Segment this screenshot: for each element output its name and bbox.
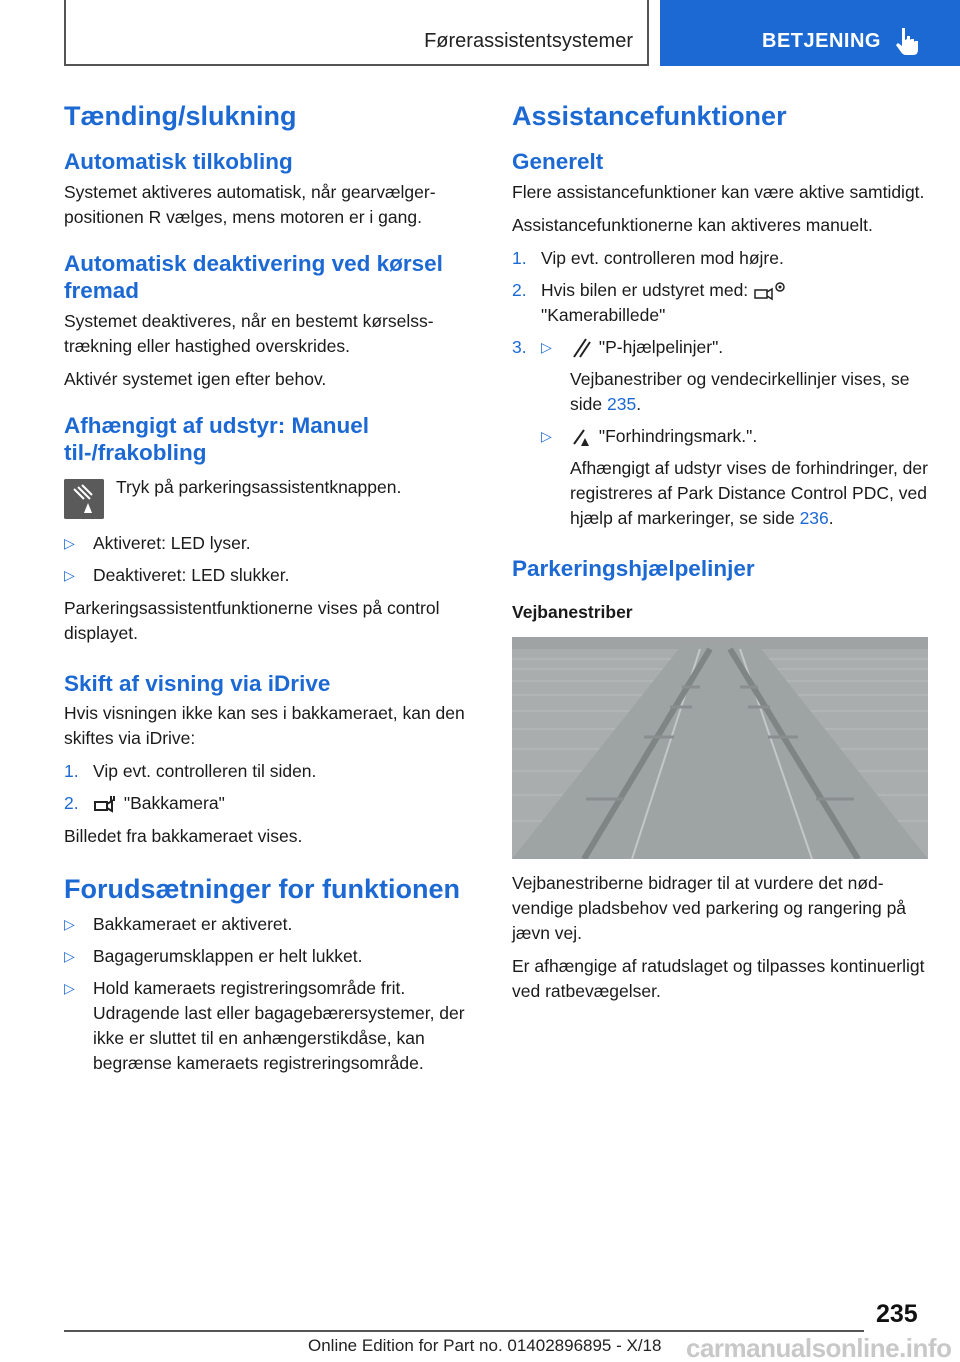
header-section-title: Førerassistentsystemer — [424, 30, 633, 52]
list-item: 2. "Bakkamera" — [64, 793, 225, 814]
text-auto-deaktivering: Systemet deaktiveres, når en bestemt kørselsstrækning eller hastighed overskrides. — [64, 310, 434, 356]
obstacle-marking-icon — [570, 426, 594, 448]
road-lines-image — [512, 637, 928, 859]
footer-divider — [64, 1330, 864, 1332]
list-item: ▷ "Forhindringsmark.". Afhængigt af udstyr vises de forhindringer, der registreres af Park Distance Control PDC, ved hjælp af markeringer, se side 236. — [541, 425, 928, 528]
page-number: 235 — [876, 1300, 918, 1328]
heading-auto-tilkobling: Automatisk tilkobling — [64, 149, 293, 175]
footer-edition: Online Edition for Part no. 01402896895 - X/18 — [308, 1336, 662, 1355]
hand-pointer-icon — [896, 26, 922, 56]
list-item: 3. ▷ "P-hjælpelinjer". Vejbanestriber og vendecirkellinjer vises, se side 235. ▷ "Forhindringsmark.". Afhængigt af udstyr vises de forhindringer, der registreres af Park Distance Control PDC, ved hjælp af markeringer, se side 236. — [512, 335, 928, 531]
text-billedet: Billedet fra bakkameraet vises. — [64, 826, 303, 847]
text-auto-tilkobling: Systemet aktiveres automatisk, når gearvælgerpositionen R vælges, mens motoren er i gang. — [64, 181, 436, 227]
assist-substeps — [541, 335, 928, 531]
camera-settings-icon — [753, 280, 787, 302]
watermark-logo: carmanualsonline.info — [686, 1333, 952, 1362]
heading-generelt: Generelt — [512, 149, 604, 175]
text-manuelt: Assistancefunktionerne kan aktiveres manuelt. — [512, 214, 873, 235]
list-item: ▷ Hold kameraets registreringsområde frit. Udragende last eller bagagebærersystemer, der ikke er sluttet til en anhængerstikdåse, kan begrænse kameraets registreringsområde. — [64, 978, 465, 1074]
assist-steps — [512, 246, 928, 531]
list-item: 2. Hvis bilen er udstyret med: "Kamerabillede" — [512, 278, 928, 328]
link-page-236[interactable]: 236 — [799, 507, 829, 528]
text-park-vises: Parkeringsassistentfunktionerne vises på control displayet. — [64, 597, 440, 643]
left-column — [64, 100, 476, 1076]
text-vejbane2: Er afhængige af ratudslaget og tilpasses kontinuerligt ved ratbevægelser. — [512, 956, 925, 1002]
parking-assist-button-icon — [64, 479, 104, 519]
park-button-row — [64, 475, 476, 519]
text-tryk: Tryk på parkeringsassistentknappen. — [116, 476, 402, 497]
link-page-235[interactable]: 235 — [606, 393, 637, 414]
heading-manuel: Afhængigt af udstyr: Manuel til-/frakobling — [64, 412, 369, 466]
heading-forudsaetninger: Forudsætninger for funktionen — [64, 874, 460, 905]
list-item: ▷ Aktiveret: LED lyser. — [64, 532, 251, 553]
heading-vejbanestriber: Vejbanestriber — [512, 602, 633, 623]
heading-assistance: Assistancefunktioner — [512, 101, 787, 131]
list-item: 1. Vip evt. controlleren til siden. — [64, 761, 317, 782]
list-item: ▷ Bagagerumsklappen er helt lukket. — [64, 946, 363, 967]
heading-taending: Tænding/slukning — [64, 101, 297, 131]
forud-list — [64, 912, 476, 1076]
heading-skift-visning: Skift af visning via iDrive — [64, 670, 331, 696]
header-chapter-tab[interactable] — [660, 0, 960, 66]
header-section-box — [64, 0, 649, 66]
list-item: ▷ Deaktiveret: LED slukker. — [64, 564, 290, 585]
text-flere: Flere assistancefunktioner kan være aktive samtidigt. — [512, 181, 925, 202]
list-item: ▷ Bakkameraet er aktiveret. — [64, 914, 293, 935]
header-chapter-title: BETJENING — [762, 30, 881, 52]
parking-lines-icon — [570, 337, 594, 359]
skift-steps — [64, 759, 476, 816]
text-skift-visning: Hvis visningen ikke kan ses i bakkameraet, kan den skiftes via iDrive: — [64, 703, 465, 749]
heading-parkeringslinjer: Parkeringshjælpelinjer — [512, 555, 755, 581]
list-item: 1. Vip evt. controlleren mod højre. — [512, 247, 784, 268]
list-item: ▷ "P-hjælpelinjer". Vejbanestriber og vendecirkellinjer vises, se side 235. — [541, 336, 910, 414]
text-vejbane1: Vejbanestriberne bidrager til at vurdere det nødvendige pladsbehov ved parkering og rangering på jævn vej. — [512, 873, 907, 944]
text-aktiver-igen: Aktivér systemet igen efter behov. — [64, 368, 327, 389]
right-column — [512, 100, 928, 1004]
led-list — [64, 531, 476, 588]
heading-auto-deaktivering: Automatisk deaktivering ved kørsel fremad — [64, 250, 443, 304]
rear-camera-icon — [93, 794, 119, 814]
